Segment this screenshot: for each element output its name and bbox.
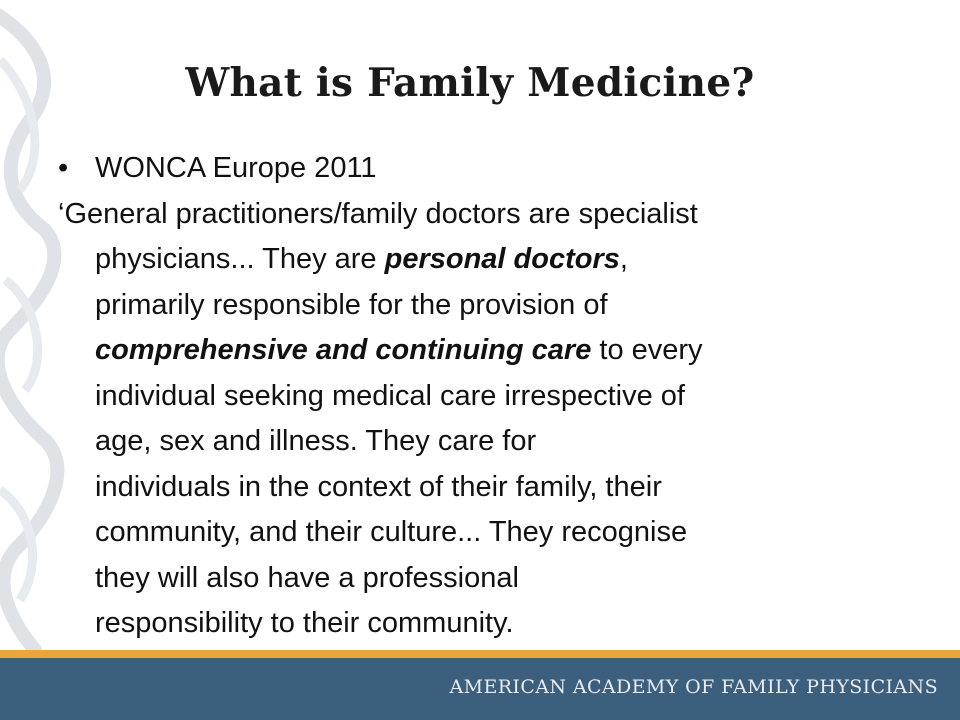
quote-text: to every: [591, 334, 703, 366]
slide-title: What is Family Medicine?: [185, 60, 755, 106]
footer-org-name: AMERICAN ACADEMY OF FAMILY PHYSICIANS: [449, 676, 938, 698]
quote-line: [58, 510, 908, 556]
quote-line: [58, 556, 908, 602]
bullet-text: WONCA Europe 2011: [95, 152, 377, 184]
footer-accent-stripe: [0, 650, 960, 658]
quote-paragraph: [58, 192, 908, 647]
bullet-item: [58, 146, 908, 192]
quote-text: ,: [619, 243, 628, 275]
quote-text: individuals in the context of their family, their: [95, 470, 662, 503]
quote-line: [58, 465, 908, 511]
quote-line: [58, 601, 908, 647]
quote-text: responsibility to their community.: [95, 607, 514, 639]
quote-text: age, sex and illness. They care for: [95, 425, 537, 457]
bullet-dot-icon: •: [58, 152, 69, 184]
quote-text: primarily responsible for the provision of: [95, 288, 608, 321]
quote-text: individual seeking medical care irrespective of: [95, 379, 685, 412]
quote-line: [58, 192, 908, 238]
emphasized-text: personal doctors: [384, 243, 620, 275]
quote-line: [58, 374, 908, 420]
slide-body: [58, 146, 908, 647]
quote-line: [58, 328, 908, 374]
emphasized-text: comprehensive and continuing care: [95, 334, 592, 366]
quote-line: [58, 283, 908, 329]
quote-text: they will also have a professional: [95, 561, 519, 594]
quote-line: [58, 419, 908, 465]
quote-text: physicians... They are: [95, 243, 385, 275]
quote-text: community, and their culture... They recognise: [95, 516, 688, 548]
quote-text: ‘General practitioners/family doctors are specialist: [58, 197, 698, 230]
quote-line: [58, 237, 908, 283]
